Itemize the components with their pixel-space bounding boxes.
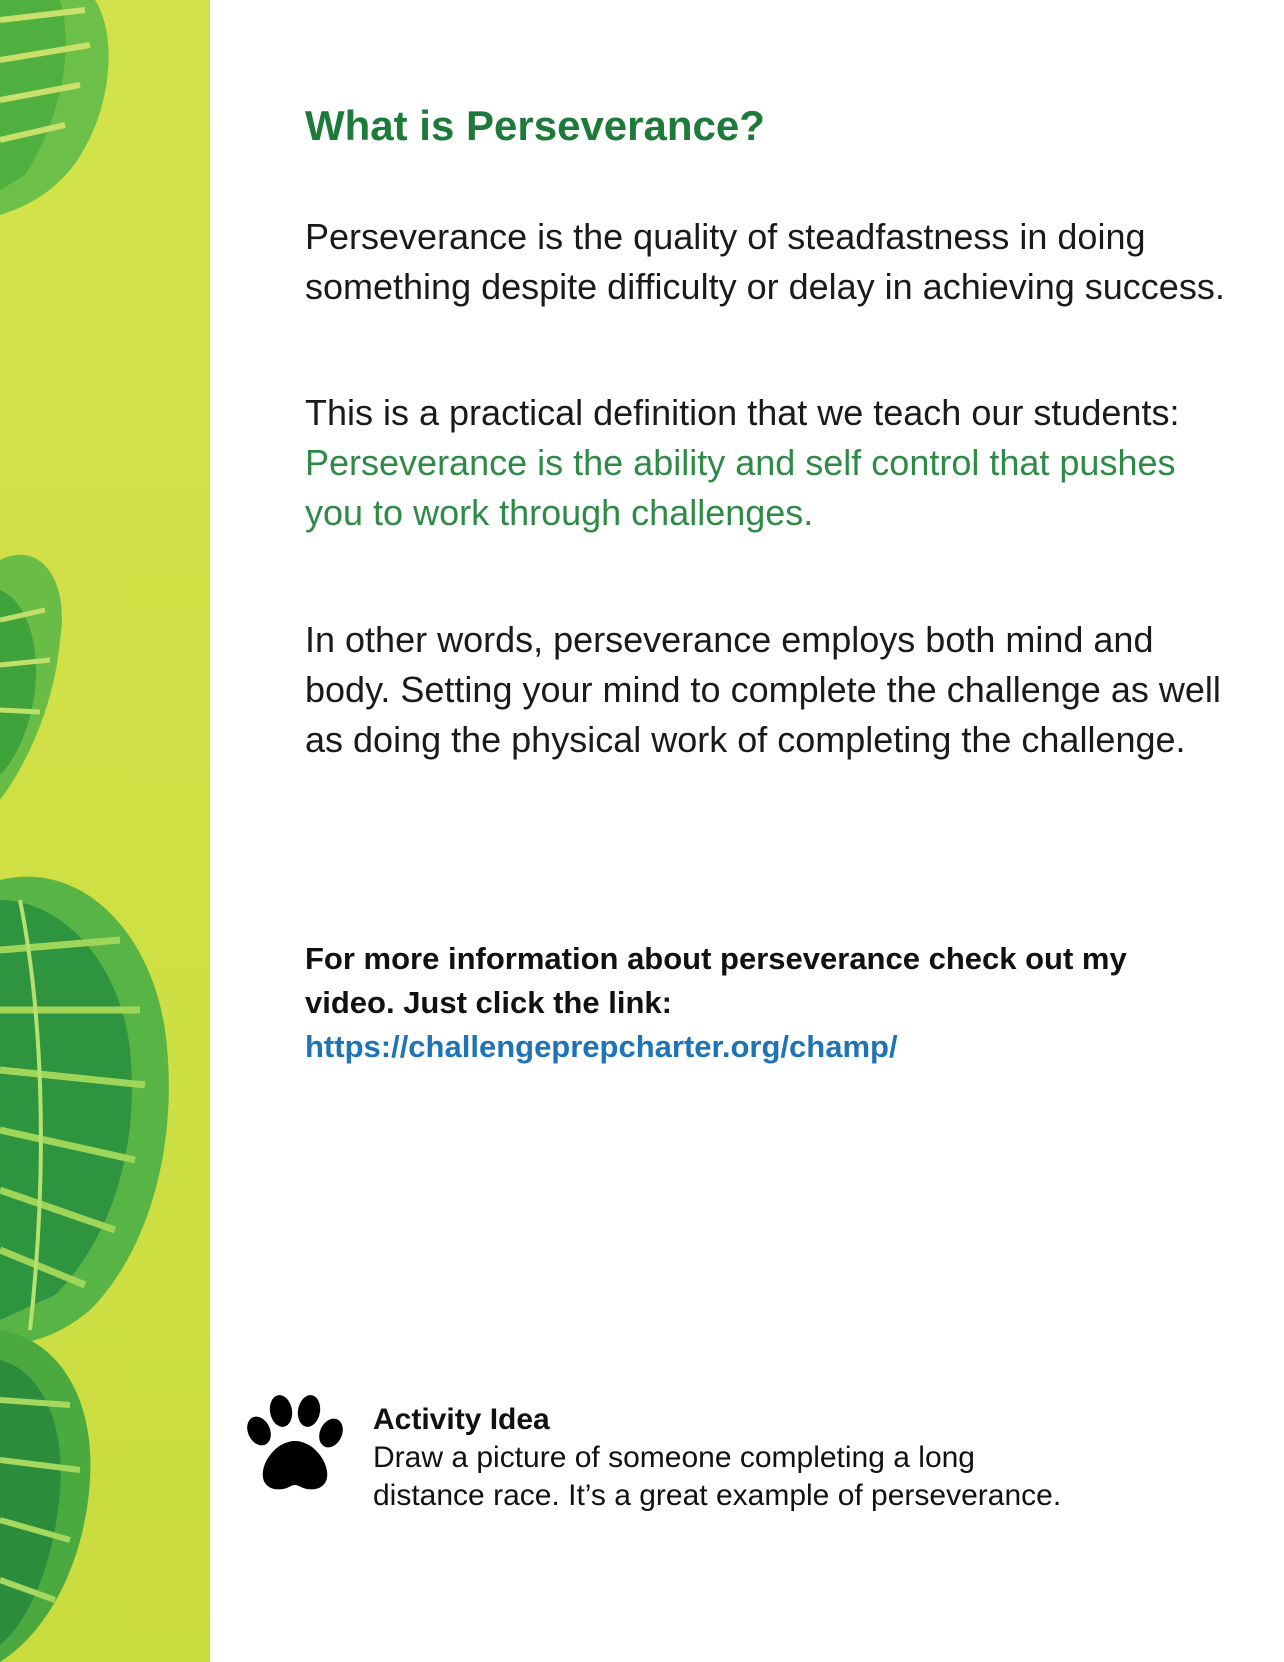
page-title: What is Perseverance?	[305, 102, 765, 149]
decorative-leaf-sidebar	[0, 0, 210, 1662]
definition-paragraph: Perseverance is the quality of steadfastness in doing something despite difficulty or delay in achieving success.	[305, 216, 1225, 307]
practical-definition-intro: This is a practical definition that we teach our students:	[305, 392, 1180, 433]
activity-description: Draw a picture of someone completing a long distance race. It’s a great example of perseverance.	[373, 1441, 1062, 1512]
paw-print-icon	[245, 1395, 350, 1495]
more-info-label: For more information about perseverance check out my video. Just click the link:	[305, 941, 1127, 1020]
mind-and-body-paragraph: In other words, perseverance employs both mind and body. Setting your mind to complete the challenge as well as doing the physical work of completing the challenge.	[305, 619, 1221, 760]
activity-idea-box	[373, 1401, 1093, 1515]
practical-definition-highlight: Perseverance is the ability and self control that pushes you to work through challenges.	[305, 442, 1176, 533]
activity-title: Activity Idea	[373, 1403, 550, 1436]
monstera-leaves-illustration	[0, 0, 210, 1662]
video-link[interactable]: https://challengeprepcharter.org/champ/	[305, 1029, 898, 1064]
practical-definition-paragraph	[305, 388, 1225, 538]
more-info-text	[305, 937, 1185, 1069]
